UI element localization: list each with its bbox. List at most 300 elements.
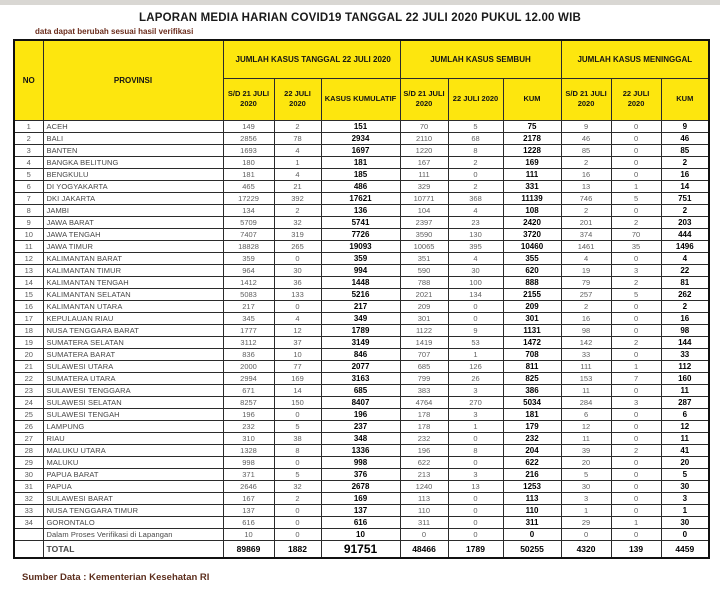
cell-no: 5 bbox=[14, 168, 43, 180]
cell-value: 4 bbox=[448, 204, 503, 216]
cell-value: 3112 bbox=[223, 336, 274, 348]
table-row bbox=[14, 492, 709, 504]
cell-value: 0 bbox=[400, 528, 448, 540]
cell-value: 79 bbox=[561, 276, 611, 288]
cell-value: 2 bbox=[274, 492, 321, 504]
cell-value: 2 bbox=[561, 204, 611, 216]
table-row bbox=[14, 384, 709, 396]
cell-value: 32 bbox=[274, 480, 321, 492]
cell-value: 1 bbox=[274, 156, 321, 168]
cell-provinsi: GORONTALO bbox=[43, 516, 223, 528]
cell-value: 5709 bbox=[223, 216, 274, 228]
cell-no: 21 bbox=[14, 360, 43, 372]
cell-value: 622 bbox=[503, 456, 561, 468]
table-row bbox=[14, 396, 709, 408]
cell-value: 3720 bbox=[503, 228, 561, 240]
cell-value: 12 bbox=[274, 324, 321, 336]
cell-no: 34 bbox=[14, 516, 43, 528]
cell-value: 1 bbox=[448, 420, 503, 432]
cell-value: 201 bbox=[561, 216, 611, 228]
cell-value: 1228 bbox=[503, 144, 561, 156]
cell-value: 112 bbox=[661, 360, 709, 372]
cell-value: 70 bbox=[400, 120, 448, 132]
cell-no: 19 bbox=[14, 336, 43, 348]
cell-value: 310 bbox=[223, 432, 274, 444]
cell-value: 113 bbox=[503, 492, 561, 504]
cell-provinsi: JAMBI bbox=[43, 204, 223, 216]
table-row bbox=[14, 324, 709, 336]
cell-value: 2 bbox=[661, 300, 709, 312]
cell-value: 16 bbox=[661, 312, 709, 324]
cell-value: 1328 bbox=[223, 444, 274, 456]
cell-value: 17229 bbox=[223, 192, 274, 204]
cell-value: 4 bbox=[661, 252, 709, 264]
cell-value: 10 bbox=[274, 348, 321, 360]
cell-value: 3 bbox=[448, 408, 503, 420]
cell-value: 3 bbox=[448, 384, 503, 396]
cell-provinsi: JAWA BARAT bbox=[43, 216, 223, 228]
cell-value: 5 bbox=[661, 468, 709, 480]
cell-no: 6 bbox=[14, 180, 43, 192]
cell-value: 110 bbox=[503, 504, 561, 516]
cell-value: 232 bbox=[400, 432, 448, 444]
cell-provinsi: JAWA TIMUR bbox=[43, 240, 223, 252]
cell-value: 0 bbox=[448, 456, 503, 468]
cell-value: 36 bbox=[274, 276, 321, 288]
table-row bbox=[14, 132, 709, 144]
cell-value: 142 bbox=[561, 336, 611, 348]
subheader-sembuh-22: 22 JULI 2020 bbox=[448, 78, 503, 120]
cell-value: 5083 bbox=[223, 288, 274, 300]
cell-value: 98 bbox=[561, 324, 611, 336]
cell-value: 134 bbox=[223, 204, 274, 216]
table-row bbox=[14, 300, 709, 312]
cell-value: 0 bbox=[448, 528, 503, 540]
cell-value: 486 bbox=[321, 180, 400, 192]
cell-value: 1 bbox=[611, 360, 661, 372]
cell-value: 359 bbox=[321, 252, 400, 264]
cell-value: 0 bbox=[448, 168, 503, 180]
cell-value: 169 bbox=[274, 372, 321, 384]
cell-value: 1697 bbox=[321, 144, 400, 156]
header-group-meninggal: JUMLAH KASUS MENINGGAL bbox=[561, 40, 709, 78]
cell-value: 998 bbox=[223, 456, 274, 468]
cell-no: 9 bbox=[14, 216, 43, 228]
cell-value: 4 bbox=[561, 252, 611, 264]
cell-value: 0 bbox=[611, 432, 661, 444]
cell-value: 11139 bbox=[503, 192, 561, 204]
cell-value: 204 bbox=[503, 444, 561, 456]
cell-value: 181 bbox=[321, 156, 400, 168]
cell-value: 392 bbox=[274, 192, 321, 204]
table-row bbox=[14, 480, 709, 492]
cell-value: 0 bbox=[274, 516, 321, 528]
cell-value: 2 bbox=[611, 336, 661, 348]
cell-value: 707 bbox=[400, 348, 448, 360]
cell-no: 31 bbox=[14, 480, 43, 492]
cell-value: 104 bbox=[400, 204, 448, 216]
cell-value: 1461 bbox=[561, 240, 611, 252]
table-footer bbox=[14, 540, 709, 558]
cell-value: 11 bbox=[561, 384, 611, 396]
total-no-cell bbox=[14, 540, 43, 558]
cell-provinsi: BENGKULU bbox=[43, 168, 223, 180]
cell-value: 6 bbox=[561, 408, 611, 420]
table-row bbox=[14, 432, 709, 444]
cell-value: 8 bbox=[448, 444, 503, 456]
cell-value: 2397 bbox=[400, 216, 448, 228]
cell-value: 209 bbox=[400, 300, 448, 312]
table-row bbox=[14, 252, 709, 264]
cell-value: 0 bbox=[611, 420, 661, 432]
cell-value: 2 bbox=[661, 204, 709, 216]
cell-value: 386 bbox=[503, 384, 561, 396]
cell-value: 3 bbox=[611, 264, 661, 276]
cell-value: 5 bbox=[611, 288, 661, 300]
cell-value: 8407 bbox=[321, 396, 400, 408]
cell-value: 0 bbox=[611, 348, 661, 360]
table-row bbox=[14, 264, 709, 276]
cell-provinsi: PAPUA bbox=[43, 480, 223, 492]
cell-value: 0 bbox=[611, 300, 661, 312]
cell-value: 22 bbox=[661, 264, 709, 276]
cell-value: 111 bbox=[503, 168, 561, 180]
cell-value: 134 bbox=[448, 288, 503, 300]
cell-value: 0 bbox=[611, 168, 661, 180]
cell-provinsi: KEPULAUAN RIAU bbox=[43, 312, 223, 324]
cell-value: 4 bbox=[274, 144, 321, 156]
cell-value: 16 bbox=[561, 312, 611, 324]
cell-value: 5 bbox=[611, 192, 661, 204]
cell-value: 2646 bbox=[223, 480, 274, 492]
cell-value: 196 bbox=[321, 408, 400, 420]
cell-value: 0 bbox=[611, 480, 661, 492]
cell-provinsi: NUSA TENGGARA BARAT bbox=[43, 324, 223, 336]
cell-provinsi: SULAWESI UTARA bbox=[43, 360, 223, 372]
cell-value: 0 bbox=[503, 528, 561, 540]
cell-no: 20 bbox=[14, 348, 43, 360]
cell-value: 2856 bbox=[223, 132, 274, 144]
table-row bbox=[14, 372, 709, 384]
cell-value: 167 bbox=[223, 492, 274, 504]
cell-provinsi: SULAWESI TENGAH bbox=[43, 408, 223, 420]
cell-value: 151 bbox=[321, 120, 400, 132]
cell-value: 383 bbox=[400, 384, 448, 396]
cell-value: 1 bbox=[611, 516, 661, 528]
table-header bbox=[14, 40, 709, 120]
cell-value: 395 bbox=[448, 240, 503, 252]
cell-provinsi: KALIMANTAN TIMUR bbox=[43, 264, 223, 276]
total-sembuh-kum: 50255 bbox=[503, 540, 561, 558]
cell-provinsi: BALI bbox=[43, 132, 223, 144]
subheader-kasus-22: 22 JULI 2020 bbox=[274, 78, 321, 120]
cell-value: 3149 bbox=[321, 336, 400, 348]
cell-value: 16 bbox=[561, 168, 611, 180]
cell-value: 319 bbox=[274, 228, 321, 240]
cell-value: 133 bbox=[274, 288, 321, 300]
cell-no: 23 bbox=[14, 384, 43, 396]
cell-no: 1 bbox=[14, 120, 43, 132]
cell-value: 35 bbox=[611, 240, 661, 252]
cell-value: 2 bbox=[274, 120, 321, 132]
total-kasus-kumulatif: 91751 bbox=[321, 540, 400, 558]
cell-value: 178 bbox=[400, 420, 448, 432]
cell-value: 12 bbox=[561, 420, 611, 432]
table-row bbox=[14, 360, 709, 372]
cell-provinsi: BANTEN bbox=[43, 144, 223, 156]
cell-value: 2000 bbox=[223, 360, 274, 372]
cell-value: 85 bbox=[561, 144, 611, 156]
cell-value: 685 bbox=[400, 360, 448, 372]
cell-value: 0 bbox=[611, 252, 661, 264]
cell-value: 20 bbox=[661, 456, 709, 468]
table-row bbox=[14, 192, 709, 204]
cell-value: 126 bbox=[448, 360, 503, 372]
total-kasus-22: 1882 bbox=[274, 540, 321, 558]
cell-value: 994 bbox=[321, 264, 400, 276]
cell-value: 1131 bbox=[503, 324, 561, 336]
cell-value: 0 bbox=[274, 300, 321, 312]
cell-value: 622 bbox=[400, 456, 448, 468]
cell-value: 111 bbox=[561, 360, 611, 372]
cell-value: 7726 bbox=[321, 228, 400, 240]
cell-value: 169 bbox=[321, 492, 400, 504]
subheader-meninggal-kum: KUM bbox=[661, 78, 709, 120]
cell-value: 8 bbox=[448, 144, 503, 156]
cell-no: 15 bbox=[14, 288, 43, 300]
cell-value: 799 bbox=[400, 372, 448, 384]
cell-value: 825 bbox=[503, 372, 561, 384]
cell-provinsi: SUMATERA UTARA bbox=[43, 372, 223, 384]
cell-value: 16 bbox=[661, 168, 709, 180]
cell-value: 257 bbox=[561, 288, 611, 300]
table-row bbox=[14, 336, 709, 348]
cell-value: 3590 bbox=[400, 228, 448, 240]
cell-value: 196 bbox=[223, 408, 274, 420]
cell-value: 345 bbox=[223, 312, 274, 324]
cell-value: 2994 bbox=[223, 372, 274, 384]
cell-value: 10065 bbox=[400, 240, 448, 252]
cell-value: 1122 bbox=[400, 324, 448, 336]
cell-value: 1693 bbox=[223, 144, 274, 156]
table-row bbox=[14, 420, 709, 432]
cell-no: 24 bbox=[14, 396, 43, 408]
cell-provinsi: SUMATERA BARAT bbox=[43, 348, 223, 360]
table-row bbox=[14, 528, 709, 540]
cell-value: 5216 bbox=[321, 288, 400, 300]
cell-value: 8257 bbox=[223, 396, 274, 408]
cell-provinsi: Dalam Proses Verifikasi di Lapangan bbox=[43, 528, 223, 540]
cell-no: 4 bbox=[14, 156, 43, 168]
cell-value: 100 bbox=[448, 276, 503, 288]
cell-provinsi: MALUKU bbox=[43, 456, 223, 468]
cell-value: 0 bbox=[611, 468, 661, 480]
cell-value: 0 bbox=[274, 252, 321, 264]
source-note: Sumber Data : Kementerian Kesehatan RI bbox=[22, 572, 210, 583]
cell-value: 30 bbox=[661, 480, 709, 492]
cell-no: 7 bbox=[14, 192, 43, 204]
table-row bbox=[14, 516, 709, 528]
cell-value: 2 bbox=[661, 156, 709, 168]
cell-value: 11 bbox=[561, 432, 611, 444]
cell-value: 136 bbox=[321, 204, 400, 216]
cell-value: 351 bbox=[400, 252, 448, 264]
total-meninggal-kum: 4459 bbox=[661, 540, 709, 558]
cell-no: 10 bbox=[14, 228, 43, 240]
cell-value: 0 bbox=[611, 144, 661, 156]
cell-value: 169 bbox=[503, 156, 561, 168]
cell-value: 13 bbox=[448, 480, 503, 492]
cell-value: 616 bbox=[223, 516, 274, 528]
cell-value: 4 bbox=[274, 312, 321, 324]
header-group-row bbox=[14, 40, 709, 78]
cell-value: 180 bbox=[223, 156, 274, 168]
cell-value: 2 bbox=[274, 204, 321, 216]
cell-value: 11 bbox=[661, 384, 709, 396]
report-subtitle: data dapat berubah sesuai hasil verifikasi bbox=[35, 27, 194, 36]
cell-no: 3 bbox=[14, 144, 43, 156]
cell-no bbox=[14, 528, 43, 540]
table-row bbox=[14, 444, 709, 456]
table-row bbox=[14, 180, 709, 192]
cell-value: 0 bbox=[661, 528, 709, 540]
cell-provinsi: RIAU bbox=[43, 432, 223, 444]
cell-value: 1412 bbox=[223, 276, 274, 288]
cell-value: 2934 bbox=[321, 132, 400, 144]
cell-value: 26 bbox=[448, 372, 503, 384]
subheader-meninggal-22: 22 JULI 2020 bbox=[611, 78, 661, 120]
cell-no: 8 bbox=[14, 204, 43, 216]
cell-value: 0 bbox=[561, 528, 611, 540]
cell-value: 30 bbox=[448, 264, 503, 276]
subheader-meninggal-sd21: S/D 21 JULI 2020 bbox=[561, 78, 611, 120]
report-title: LAPORAN MEDIA HARIAN COVID19 TANGGAL 22 JULI 2020 PUKUL 12.00 WIB bbox=[139, 12, 581, 24]
cell-value: 30 bbox=[561, 480, 611, 492]
covid-report-table bbox=[13, 39, 710, 559]
subheader-sembuh-sd21: S/D 21 JULI 2020 bbox=[400, 78, 448, 120]
cell-value: 1419 bbox=[400, 336, 448, 348]
cell-value: 11 bbox=[661, 432, 709, 444]
cell-value: 7407 bbox=[223, 228, 274, 240]
cell-value: 2 bbox=[561, 300, 611, 312]
cell-value: 348 bbox=[321, 432, 400, 444]
cell-value: 12 bbox=[661, 420, 709, 432]
cell-value: 9 bbox=[661, 120, 709, 132]
cell-no: 26 bbox=[14, 420, 43, 432]
cell-value: 0 bbox=[448, 492, 503, 504]
cell-value: 68 bbox=[448, 132, 503, 144]
cell-value: 620 bbox=[503, 264, 561, 276]
cell-value: 33 bbox=[561, 348, 611, 360]
cell-value: 30 bbox=[661, 516, 709, 528]
cell-value: 590 bbox=[400, 264, 448, 276]
cell-value: 2077 bbox=[321, 360, 400, 372]
table-row bbox=[14, 156, 709, 168]
table-row bbox=[14, 240, 709, 252]
cell-value: 0 bbox=[611, 456, 661, 468]
cell-value: 998 bbox=[321, 456, 400, 468]
header-provinsi: PROVINSI bbox=[43, 40, 223, 120]
cell-value: 14 bbox=[274, 384, 321, 396]
cell-value: 98 bbox=[661, 324, 709, 336]
cell-no: 29 bbox=[14, 456, 43, 468]
cell-value: 0 bbox=[611, 156, 661, 168]
cell-value: 2 bbox=[611, 276, 661, 288]
cell-value: 0 bbox=[611, 504, 661, 516]
cell-value: 10460 bbox=[503, 240, 561, 252]
cell-value: 19093 bbox=[321, 240, 400, 252]
cell-value: 287 bbox=[661, 396, 709, 408]
cell-value: 2 bbox=[611, 216, 661, 228]
cell-value: 1448 bbox=[321, 276, 400, 288]
table-row bbox=[14, 276, 709, 288]
cell-value: 1789 bbox=[321, 324, 400, 336]
cell-value: 1253 bbox=[503, 480, 561, 492]
cell-value: 5 bbox=[274, 420, 321, 432]
cell-value: 10 bbox=[321, 528, 400, 540]
cell-value: 2678 bbox=[321, 480, 400, 492]
table-row bbox=[14, 312, 709, 324]
table-row bbox=[14, 468, 709, 480]
cell-no: 22 bbox=[14, 372, 43, 384]
cell-value: 1 bbox=[448, 348, 503, 360]
cell-value: 5034 bbox=[503, 396, 561, 408]
cell-value: 33 bbox=[661, 348, 709, 360]
cell-value: 181 bbox=[223, 168, 274, 180]
cell-value: 181 bbox=[503, 408, 561, 420]
cell-value: 0 bbox=[611, 528, 661, 540]
cell-value: 4 bbox=[274, 168, 321, 180]
cell-value: 232 bbox=[503, 432, 561, 444]
photo-edge-strip bbox=[0, 0, 720, 5]
subheader-kasus-sd21: S/D 21 JULI 2020 bbox=[223, 78, 274, 120]
cell-value: 301 bbox=[503, 312, 561, 324]
cell-value: 0 bbox=[274, 528, 321, 540]
cell-no: 27 bbox=[14, 432, 43, 444]
cell-value: 0 bbox=[611, 204, 661, 216]
cell-value: 196 bbox=[400, 444, 448, 456]
cell-provinsi: KALIMANTAN UTARA bbox=[43, 300, 223, 312]
cell-value: 20 bbox=[561, 456, 611, 468]
cell-value: 0 bbox=[274, 504, 321, 516]
table-row bbox=[14, 288, 709, 300]
cell-value: 2420 bbox=[503, 216, 561, 228]
cell-value: 5741 bbox=[321, 216, 400, 228]
cell-provinsi: SUMATERA SELATAN bbox=[43, 336, 223, 348]
cell-provinsi: SULAWESI TENGGARA bbox=[43, 384, 223, 396]
cell-value: 130 bbox=[448, 228, 503, 240]
cell-value: 301 bbox=[400, 312, 448, 324]
cell-value: 284 bbox=[561, 396, 611, 408]
cell-value: 160 bbox=[661, 372, 709, 384]
cell-value: 2 bbox=[448, 180, 503, 192]
cell-value: 0 bbox=[611, 384, 661, 396]
cell-value: 137 bbox=[223, 504, 274, 516]
cell-value: 85 bbox=[661, 144, 709, 156]
cell-value: 836 bbox=[223, 348, 274, 360]
cell-value: 179 bbox=[503, 420, 561, 432]
cell-value: 113 bbox=[400, 492, 448, 504]
cell-value: 39 bbox=[561, 444, 611, 456]
cell-value: 3 bbox=[661, 492, 709, 504]
cell-value: 846 bbox=[321, 348, 400, 360]
cell-value: 5 bbox=[561, 468, 611, 480]
cell-value: 4764 bbox=[400, 396, 448, 408]
cell-value: 37 bbox=[274, 336, 321, 348]
cell-value: 217 bbox=[223, 300, 274, 312]
cell-no: 33 bbox=[14, 504, 43, 516]
table-row bbox=[14, 228, 709, 240]
